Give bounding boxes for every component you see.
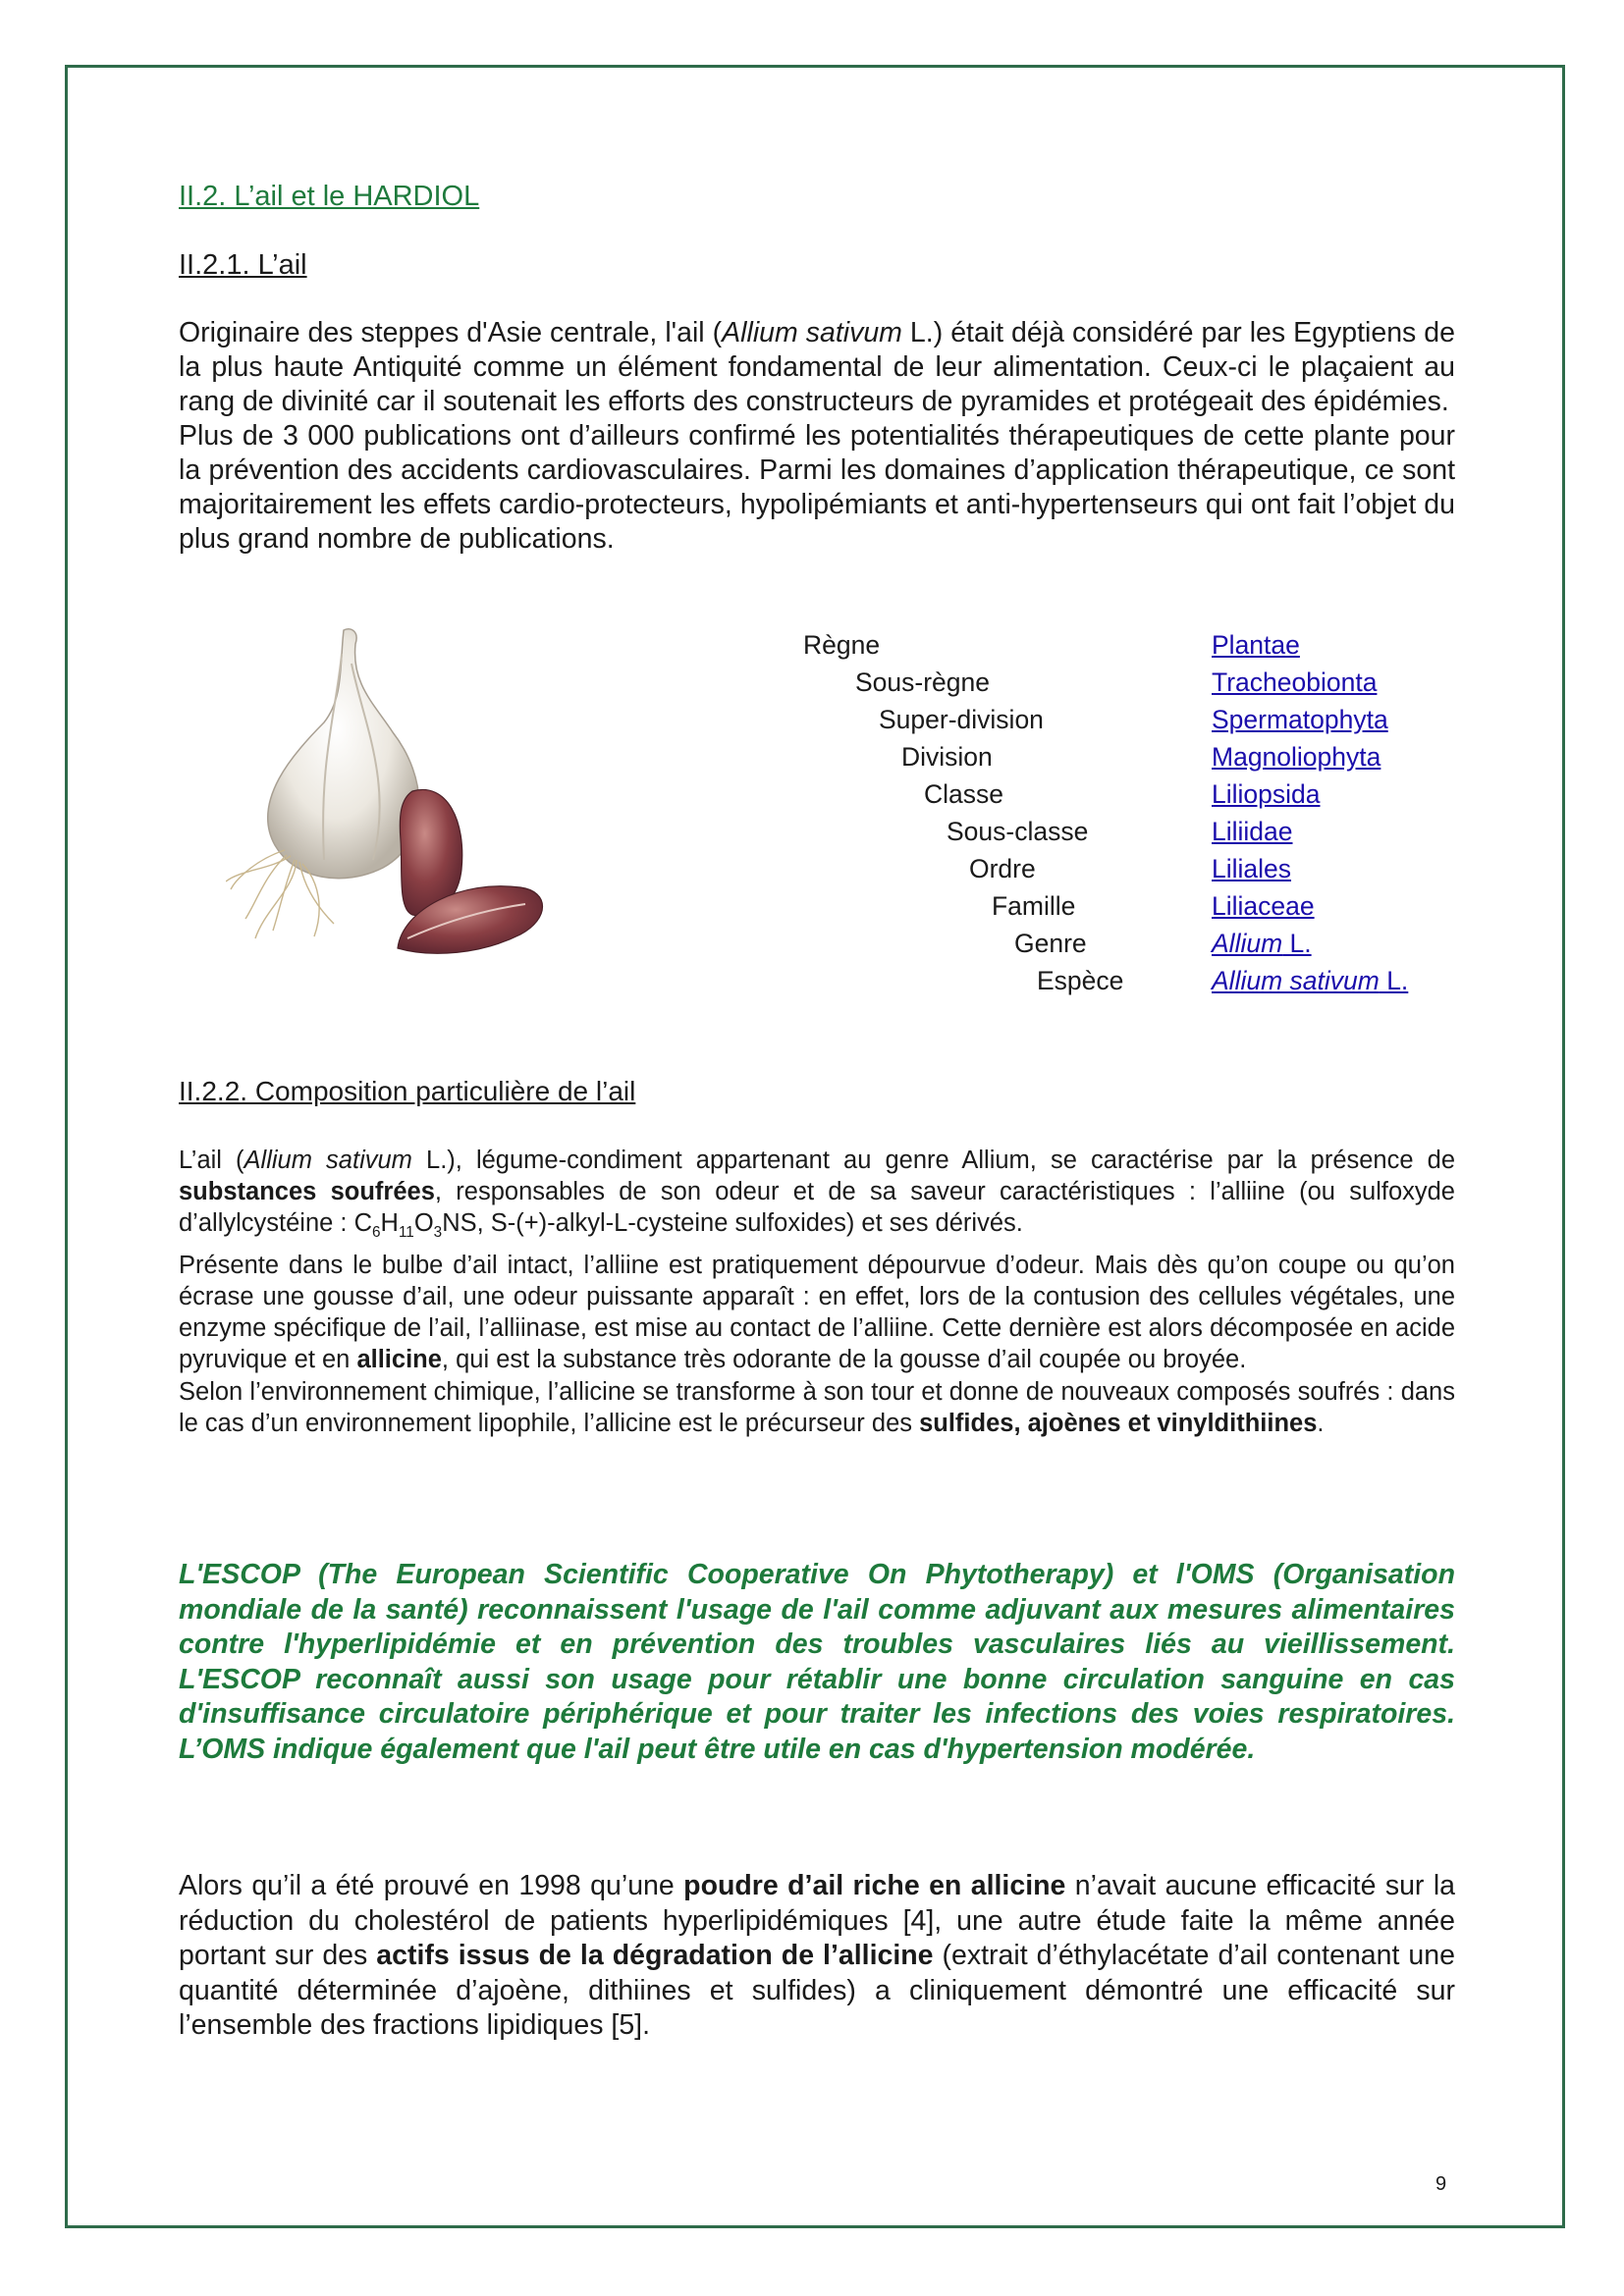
taxon-link[interactable]: Liliales [1212,854,1292,883]
taxon-link[interactable]: Allium sativum L. [1212,966,1409,995]
rank-label: Ordre [969,854,1036,883]
rank-label: Sous-classe [947,817,1089,846]
taxon-link[interactable]: Spermatophyta [1212,705,1388,734]
rank-label: Classe [924,779,1004,809]
rank-label: Espèce [1037,966,1124,995]
rank-label: Famille [992,891,1076,921]
intro-paragraph: Originaire des steppes d'Asie centrale, l'ail (Allium sativum L.) était déjà considéré par les Egyptiens de la plus haute Antiquité comme un élément fondamental de leur alimentation. Ceux-ci le plaçaient au rang de divinité car il soutenait les efforts des constructeurs de pyramides et protégeait des épidémies. [179,317,1455,417]
taxonomy-table [0,630,1624,1023]
taxon-link[interactable]: Liliopsida [1212,779,1321,809]
taxon-link[interactable]: Liliaceae [1212,891,1315,921]
allicine-paragraph: Selon l’environnement chimique, l’allicine se transforme à son tour et donne de nouveaux composés soufrés : dans le cas d’un environnement lipophile, l’allicine est le précurseur des sulfides, ajoènes et vinyldithiines. [179,1377,1455,1437]
taxon-link[interactable]: Magnoliophyta [1212,742,1381,772]
section-title: II.2. L’ail et le HARDIOL [179,181,480,212]
taxon-link[interactable]: Liliidae [1212,817,1293,846]
rank-label: Super-division [879,705,1044,734]
subsection-title-composition: II.2.2. Composition particulière de l’ail [179,1076,636,1106]
subsection-title-ail: II.2.1. L’ail [179,249,307,281]
page-number: 9 [1435,2173,1447,2195]
rank-label: Sous-règne [855,667,991,697]
intro-paragraphs [179,316,1455,557]
composition-paragraph: L’ail (Allium sativum L.), légume-condiment appartenant au genre Allium, se caractérise par la présence de substances soufrées, responsables de son odeur et de sa saveur caractéristiques : l’alliine (ou sulfoxyde d’allylcystéine : $C_6H_{11}O_3NS$, S-(+)-alkyl-L-cysteine sulfoxides) et ses dérivés. [179,1147,1456,1242]
rank-label: Genre [1014,929,1087,958]
study-paragraph: Alors qu’il a été prouvé en 1998 qu’une poudre d’ail riche en allicine n’avait aucune efficacité sur la réduction du cholestérol de patients hyperlipidémiques [4], une autre étude faite la même année portant sur des actifs issus de la dégradation de l’allicine (extrait d’éthylacétate d’ail contenant une quantité déterminée d’ajoène, dithiines et sulfides) a cliniquement démontré une efficacité sur l’ensemble des fractions lipidiques [5]. [179,1870,1455,2041]
taxon-link[interactable]: Allium L. [1212,929,1312,958]
rank-label: Règne [803,630,881,660]
taxon-link[interactable]: Plantae [1212,630,1300,660]
rank-label: Division [901,742,993,772]
escop-paragraph: L'ESCOP (The European Scientific Cooperative On Phytotherapy) et l'OMS (Organisation mondiale de la santé) reconnaissent l'usage de l'ail comme adjuvant aux mesures alimentaires contre l'hyperlipidémie et en prévention des troubles vasculaires liés au vieillissement. L'ESCOP reconnaît aussi son usage pour rétablir une bonne circulation sanguine en cas d'insuffisance circulatoire périphérique et pour traiter les infections des voies respiratoires. L’OMS indique également que l'ail peut être utile en cas d'hypertension modérée. [179,1559,1455,1765]
composition-paragraphs [179,1145,1455,1439]
alliine-paragraph: Présente dans le bulbe d’ail intact, l’alliine est pratiquement dépourvue d’odeur. Mais dès qu’on coupe ou qu’on écrase une gousse d’ail, une odeur puissante apparaît : en effet, lors de la contusion des cellules végétales, une enzyme spécifique de l’ail, l’alliinase, est mise au contact de l’alliine. Cette dernière est alors décomposée en acide pyruvique et en allicine, qui est la substance très odorante de la gousse d’ail coupée ou broyée. [179,1251,1455,1374]
taxon-link[interactable]: Tracheobionta [1212,667,1378,697]
publications-paragraph: Plus de 3 000 publications ont d’ailleurs confirmé les potentialités thérapeutiques de cette plante pour la prévention des accidents cardiovasculaires. Parmi les domaines d’application thérapeutique, ce sont majoritairement les effets cardio-protecteurs, hypolipémiants et anti-hypertenseurs qui ont fait l’objet du plus grand nombre de publications. [179,420,1455,555]
